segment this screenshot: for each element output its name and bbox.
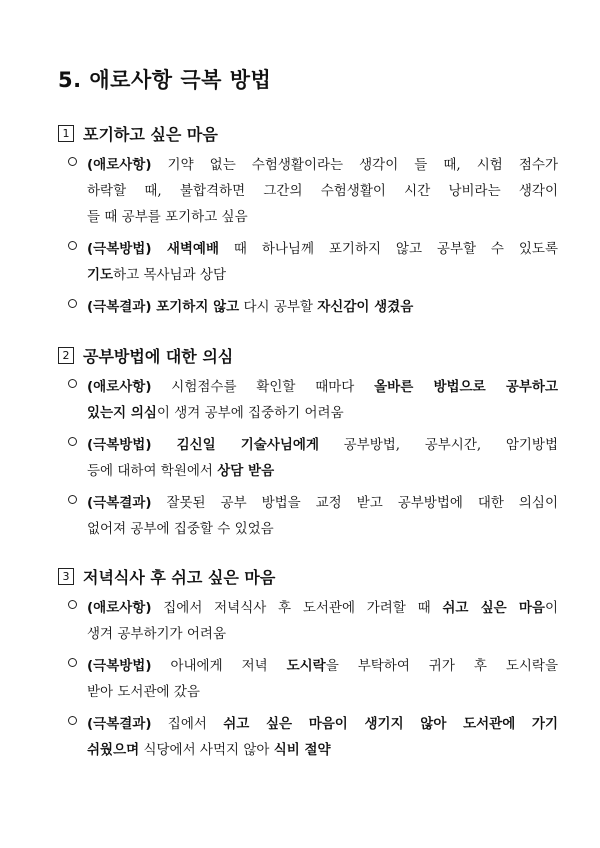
circle-bullet-icon: [68, 437, 77, 446]
section-heading: [58, 564, 558, 588]
section-number-box: 2: [58, 347, 74, 364]
item-line: (애로사항) 시험점수를 확인할 때마다 올바른 방법으로 공부하고: [87, 379, 558, 395]
section-number-box: 3: [58, 568, 74, 585]
circle-bullet-icon: [68, 241, 77, 250]
section-heading: [58, 343, 558, 367]
circle-bullet-icon: [68, 495, 77, 504]
list-item: [58, 653, 558, 705]
item-line: (애로사항) 기약 없는 수험생활이라는 생각이 들 때, 시험 점수가: [87, 157, 558, 173]
item-line: (극복방법) 아내에게 저녁 도시락을 부탁하여 귀가 후 도시락을: [87, 658, 558, 674]
item-line: (극복결과) 포기하지 않고 다시 공부할 자신감이 생겼음: [87, 299, 414, 315]
list-item: [58, 236, 558, 288]
item-line: (극복결과) 집에서 쉬고 싶은 마음이 생기지 않아 도서관에 가기: [87, 716, 558, 732]
circle-bullet-icon: [68, 658, 77, 667]
circle-bullet-icon: [68, 600, 77, 609]
item-line: 생겨 공부하기가 어려움: [87, 626, 226, 642]
item-line: (극복결과) 잘못된 공부 방법을 교정 받고 공부방법에 대한 의심이: [87, 495, 558, 511]
section-giving-up: [58, 121, 558, 320]
page-title: 5. 애로사항 극복 방법: [58, 68, 272, 92]
section-heading: [58, 121, 558, 145]
list-item: [58, 374, 558, 426]
item-line: 있는지 의심이 생겨 공부에 집중하기 어려움: [87, 405, 344, 421]
item-line: 쉬웠으며 식당에서 사먹지 않아 식비 절약: [87, 742, 331, 758]
list-item: [58, 490, 558, 542]
list-item: [58, 432, 558, 484]
circle-bullet-icon: [68, 157, 77, 166]
section-method-doubt: [58, 343, 558, 542]
section-heading-text: 저녁식사 후 쉬고 싶은 마음: [83, 567, 276, 587]
item-line: 기도하고 목사님과 상담: [87, 267, 227, 283]
section-heading-text: 공부방법에 대한 의심: [83, 346, 234, 366]
circle-bullet-icon: [68, 716, 77, 725]
item-line: 등에 대하여 학원에서 상담 받음: [87, 463, 275, 479]
circle-bullet-icon: [68, 379, 77, 388]
list-item: [58, 711, 558, 763]
item-line: 하락할 때, 불합격하면 그간의 수험생활이 시간 낭비라는 생각이: [87, 183, 558, 199]
section-rest-after-dinner: [58, 564, 558, 763]
item-line: 받아 도서관에 갔음: [87, 684, 200, 700]
item-line: 들 때 공부를 포기하고 싶음: [87, 209, 248, 225]
list-item: [58, 294, 558, 320]
item-line: (애로사항) 집에서 저녁식사 후 도서관에 가려할 때 쉬고 싶은 마음이: [87, 600, 558, 616]
section-number-box: 1: [58, 125, 74, 142]
item-line: (극복방법) 김신일 기술사님에게 공부방법, 공부시간, 암기방법: [87, 437, 558, 453]
circle-bullet-icon: [68, 299, 77, 308]
list-item: [58, 595, 558, 647]
item-line: 없어져 공부에 집중할 수 있었음: [87, 521, 274, 537]
section-heading-text: 포기하고 싶은 마음: [83, 124, 218, 144]
list-item: [58, 152, 558, 230]
item-line: (극복방법) 새벽예배 때 하나님께 포기하지 않고 공부할 수 있도록: [87, 241, 558, 257]
